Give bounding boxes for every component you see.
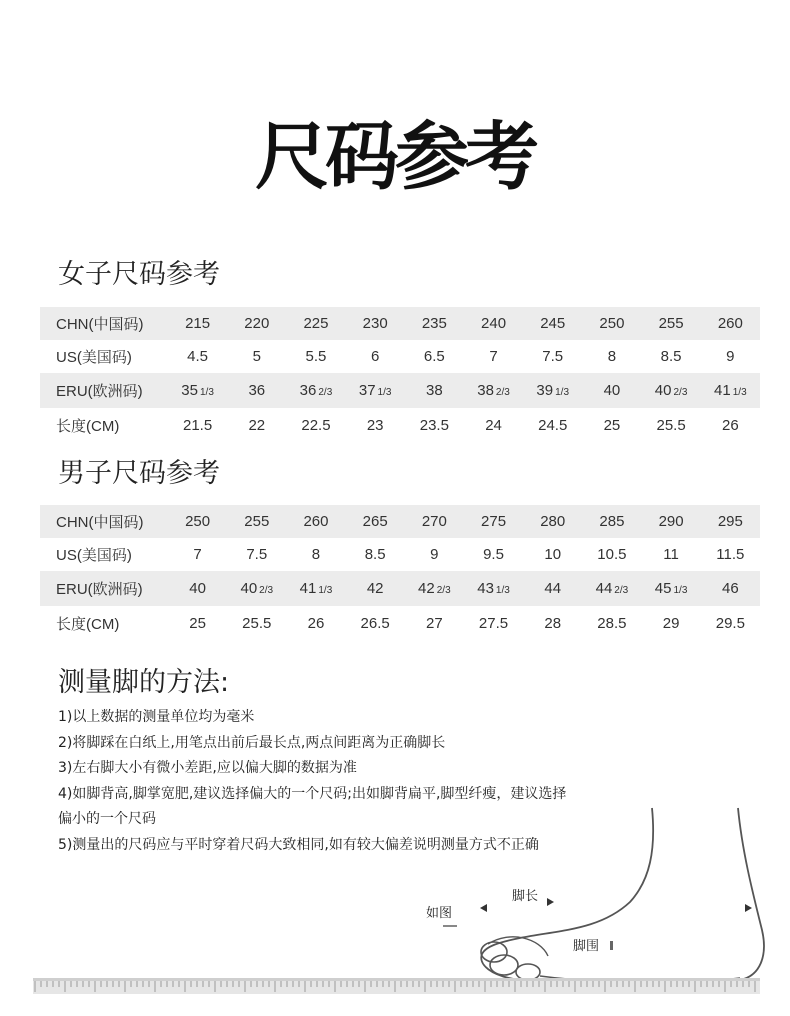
size-value: 44 (595, 580, 613, 597)
size-row (40, 307, 760, 340)
size-row (40, 373, 760, 408)
size-cell (642, 340, 701, 373)
size-cell (286, 373, 345, 408)
size-cell (464, 373, 523, 408)
size-cell (227, 505, 286, 538)
size-cell (464, 606, 523, 640)
size-cell (286, 571, 345, 606)
size-fraction: 2/3 (436, 585, 451, 596)
size-cell (464, 571, 523, 606)
size-row (40, 538, 760, 571)
size-value: 42 (366, 580, 384, 597)
size-cell (227, 340, 286, 373)
size-value: 41 (299, 580, 317, 597)
size-row (40, 340, 760, 373)
size-row (40, 606, 760, 640)
size-value: 7 (193, 546, 202, 563)
size-cell (464, 340, 523, 373)
size-cell (464, 505, 523, 538)
size-value: 295 (717, 513, 743, 530)
size-cell (286, 307, 345, 340)
size-cell (405, 307, 464, 340)
size-value: 10 (544, 546, 562, 563)
method-step: 2)将脚踩在白纸上,用笔点出前后最长点,两点间距离为正确脚长 (58, 734, 446, 751)
size-row (40, 505, 760, 538)
size-cell (701, 538, 760, 571)
size-fraction: 2/3 (614, 585, 629, 596)
size-cell (286, 606, 345, 640)
size-cell (523, 408, 582, 442)
size-value: 25.5 (656, 416, 686, 434)
size-cell (405, 606, 464, 640)
size-value: 6.5 (423, 348, 445, 365)
women-section-title: 女子尺码参考 (58, 259, 220, 290)
size-cell (286, 538, 345, 571)
size-value: 26.5 (360, 614, 390, 632)
method-step: 1)以上数据的测量单位均为毫米 (58, 709, 255, 725)
ruler-band (33, 978, 760, 994)
size-value: 25 (189, 614, 206, 632)
size-cell (168, 606, 227, 640)
size-cell (701, 408, 760, 442)
size-value: 265 (362, 513, 388, 530)
size-fraction: 1/3 (318, 585, 333, 596)
size-value: 6 (370, 348, 380, 365)
diagram-label-example: 如图 (426, 906, 453, 921)
size-value: 27 (426, 614, 443, 632)
size-value: 235 (421, 315, 447, 332)
size-value: 36 (299, 382, 317, 399)
row-label: US(美国码) (56, 349, 132, 366)
size-cell (286, 505, 345, 538)
size-cell (227, 408, 286, 442)
size-cell (405, 505, 464, 538)
size-value: 230 (362, 315, 388, 332)
size-cell (168, 505, 227, 538)
size-cell (523, 571, 582, 606)
foot-outline-illustration (0, 780, 790, 980)
size-value: 35 (181, 382, 198, 399)
size-fraction: 2/3 (495, 387, 510, 398)
size-value: 24 (485, 416, 502, 434)
size-cell (582, 408, 641, 442)
row-label: US(美国码) (56, 547, 132, 564)
size-value: 240 (481, 315, 507, 332)
size-value: 215 (185, 315, 211, 332)
row-label: ERU(欧洲码) (40, 373, 168, 408)
size-value: 8.5 (660, 348, 682, 365)
size-cell (227, 373, 286, 408)
size-value: 7 (489, 348, 498, 365)
size-cell (523, 373, 582, 408)
size-cell (642, 606, 701, 640)
size-fraction: 1/3 (732, 387, 747, 398)
size-value: 22 (248, 416, 266, 434)
size-cell (523, 606, 582, 640)
size-row (40, 571, 760, 606)
size-value: 38 (477, 382, 494, 399)
size-cell (582, 606, 641, 640)
women-size-table (40, 307, 760, 442)
size-value: 5 (252, 348, 261, 365)
size-value: 23.5 (419, 416, 449, 434)
size-cell (286, 340, 345, 373)
size-fraction: 2/3 (673, 387, 688, 398)
row-label: CHN(中国码) (40, 307, 168, 340)
size-value: 23 (366, 416, 384, 434)
size-cell (523, 505, 582, 538)
size-value: 220 (244, 315, 270, 332)
size-cell (168, 571, 227, 606)
men-section-title: 男子尺码参考 (58, 458, 220, 489)
size-cell (346, 408, 405, 442)
size-fraction: 1/3 (673, 585, 688, 596)
size-value: 8.5 (364, 546, 386, 563)
size-value: 25 (603, 416, 621, 434)
row-label: ERU(欧洲码) (40, 571, 168, 606)
diagram-label-length: 脚长 (512, 889, 539, 904)
size-value: 22.5 (301, 416, 331, 434)
size-cell (346, 307, 405, 340)
size-value: 40 (240, 580, 258, 597)
size-value: 37 (358, 382, 376, 399)
size-value: 39 (536, 382, 554, 399)
size-cell (168, 340, 227, 373)
size-cell (346, 606, 405, 640)
size-cell (286, 408, 345, 442)
size-value: 9.5 (483, 546, 504, 563)
size-cell (701, 571, 760, 606)
size-value: 270 (421, 513, 447, 530)
method-step: 4)如脚背高,脚掌宽肥,建议选择偏大的一个尺码;出如脚背扁平,脚型纤瘦，建议选择偏小的一个尺码 (58, 785, 567, 827)
size-cell (642, 538, 701, 571)
size-value: 250 (599, 315, 625, 332)
size-value: 245 (540, 315, 566, 332)
size-cell (701, 373, 760, 408)
size-fraction: 1/3 (555, 387, 570, 398)
size-value: 40 (189, 580, 206, 597)
method-section-title: 测量脚的方法: (58, 667, 230, 698)
size-cell (701, 505, 760, 538)
size-cell (464, 307, 523, 340)
size-value: 255 (658, 315, 684, 332)
size-value: 10.5 (597, 546, 627, 563)
size-value: 4.5 (187, 348, 209, 365)
size-value: 225 (303, 315, 329, 332)
size-fraction: 2/3 (318, 387, 333, 398)
size-cell (227, 538, 286, 571)
size-value: 275 (481, 513, 507, 530)
size-cell (346, 571, 405, 606)
size-cell (168, 408, 227, 442)
size-value: 21.5 (182, 416, 213, 434)
size-value: 41 (714, 382, 731, 399)
size-cell (405, 340, 464, 373)
size-cell (642, 307, 701, 340)
size-value: 40 (654, 382, 672, 399)
size-cell (405, 538, 464, 571)
row-label: CHN(中国码) (40, 505, 168, 538)
size-cell (405, 373, 464, 408)
size-cell (582, 307, 641, 340)
size-cell (582, 340, 641, 373)
size-cell (227, 571, 286, 606)
arrow-right-icon (547, 898, 554, 906)
size-value: 42 (418, 580, 435, 597)
size-value: 40 (603, 382, 621, 399)
size-value: 9 (726, 348, 735, 365)
size-cell (227, 606, 286, 640)
size-value: 25.5 (242, 614, 272, 632)
diagram-label-girth: 脚围 (573, 939, 600, 954)
size-cell (642, 408, 701, 442)
size-value: 29.5 (715, 614, 745, 632)
size-cell (701, 307, 760, 340)
size-value: 260 (717, 315, 743, 332)
size-value: 285 (599, 513, 625, 530)
size-cell (523, 340, 582, 373)
size-fraction: 1/3 (377, 387, 392, 398)
size-value: 8 (607, 348, 617, 365)
size-value: 27.5 (478, 614, 509, 632)
row-label: 长度(CM) (56, 417, 120, 435)
size-cell (346, 538, 405, 571)
size-cell (523, 307, 582, 340)
size-value: 43 (477, 580, 494, 597)
men-size-table (40, 505, 760, 640)
size-value: 11.5 (716, 546, 745, 563)
size-value: 26 (722, 416, 739, 434)
size-cell (168, 373, 227, 408)
size-value: 26 (307, 614, 325, 632)
size-cell (346, 340, 405, 373)
size-cell (642, 571, 701, 606)
size-value: 280 (540, 513, 566, 530)
size-cell (227, 307, 286, 340)
size-value: 290 (658, 513, 684, 530)
size-cell (701, 340, 760, 373)
size-value: 46 (722, 580, 739, 597)
size-cell (523, 538, 582, 571)
size-value: 11 (663, 546, 679, 563)
row-label: 长度(CM) (56, 615, 120, 633)
size-fraction: 1/3 (495, 585, 510, 596)
size-cell (642, 505, 701, 538)
size-cell (168, 538, 227, 571)
size-cell (701, 606, 760, 640)
size-cell (405, 571, 464, 606)
size-cell (346, 505, 405, 538)
size-value: 24.5 (538, 416, 568, 434)
size-value: 36 (248, 382, 266, 399)
size-cell (168, 307, 227, 340)
size-value: 28.5 (597, 614, 627, 632)
size-value: 260 (303, 513, 329, 530)
size-value: 38 (426, 382, 443, 399)
arrow-left-icon (480, 904, 487, 912)
size-row (40, 408, 760, 442)
arrow-marker-icon (745, 904, 752, 912)
size-cell (582, 505, 641, 538)
size-cell (582, 571, 641, 606)
size-cell (464, 538, 523, 571)
size-value: 9 (430, 546, 439, 563)
size-value: 7.5 (246, 546, 268, 563)
size-value: 45 (654, 580, 672, 597)
size-value: 5.5 (305, 348, 327, 365)
size-fraction: 2/3 (259, 585, 274, 596)
size-cell (642, 373, 701, 408)
method-step: 3)左右脚大小有微小差距,应以偏大脚的数据为准 (58, 760, 357, 776)
size-value: 28 (544, 614, 562, 632)
size-cell (346, 373, 405, 408)
size-value: 7.5 (542, 348, 564, 365)
page-title: 尺码参考 (255, 114, 535, 200)
size-fraction: 1/3 (199, 387, 214, 398)
size-value: 29 (662, 614, 680, 632)
size-value: 44 (544, 580, 562, 597)
size-cell (405, 408, 464, 442)
size-value: 8 (311, 546, 321, 563)
size-cell (582, 373, 641, 408)
size-value: 255 (244, 513, 270, 530)
method-step: 5)测量出的尺码应与平时穿着尺码大致相同,如有较大偏差说明测量方式不正确 (58, 836, 539, 853)
size-cell (582, 538, 641, 571)
size-cell (464, 408, 523, 442)
size-value: 250 (185, 513, 211, 530)
